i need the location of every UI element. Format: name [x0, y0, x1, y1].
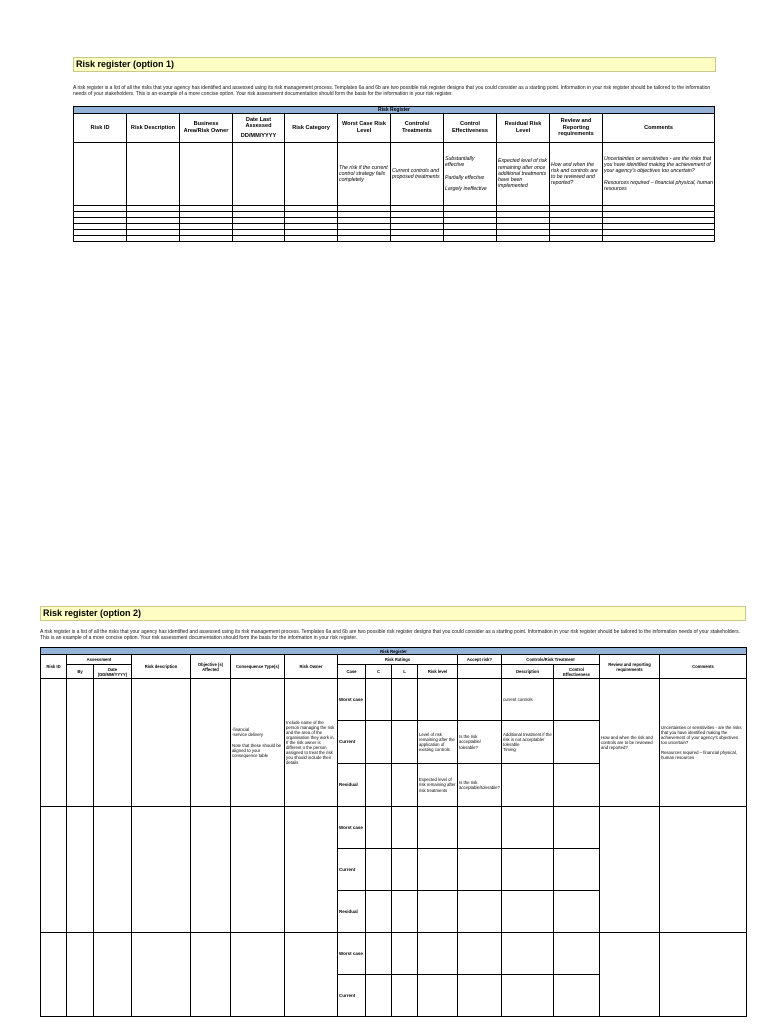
header-description: Description: [502, 665, 554, 679]
comments-uncertainties: Uncertainties or sensitivities - are the risks that you have identified making the achievement of your agency's objectives too uncertain?: [604, 155, 712, 175]
option1-title: Risk register (option 1): [73, 57, 716, 72]
register-title: Risk Register: [41, 648, 747, 655]
consequence-example[interactable]: -financial -service delivery Note that these should be aligned to your consequence table: [231, 679, 285, 807]
group2-worst-row: [41, 807, 747, 849]
case-worst: Worst case: [338, 679, 366, 721]
current-desc-example[interactable]: Additional treatment if the risk is not acceptable/ tolerable Timing: [502, 721, 554, 764]
header-date: Date (DD/MM/YYYY): [94, 665, 132, 679]
case-worst: Worst case: [338, 933, 366, 975]
controls-example[interactable]: Current controls and proposed treatments: [391, 143, 444, 206]
header-risk-level: Risk level: [418, 665, 458, 679]
cell[interactable]: [366, 764, 392, 807]
cell[interactable]: [94, 679, 132, 807]
header-comments: Comments: [603, 114, 715, 143]
cell[interactable]: [285, 143, 338, 206]
header-residual: Residual Risk Level: [497, 114, 550, 143]
register-title: Risk Register: [74, 107, 715, 114]
case-residual: Residual: [338, 891, 366, 933]
case-current: Current: [338, 849, 366, 891]
eff-partial: Partially effective: [445, 174, 485, 181]
header-accept-blank: [458, 665, 502, 679]
comments-example[interactable]: [603, 143, 715, 206]
cell[interactable]: [127, 143, 180, 206]
header-control-effectiveness: Control Effectiveness: [554, 665, 600, 679]
cell[interactable]: [74, 143, 127, 206]
header-risk-ratings: Risk Ratings: [338, 655, 458, 665]
header-business-area: Business Area/Risk Owner: [180, 114, 233, 143]
header-controls: Controls/ Treatments: [391, 114, 444, 143]
worst-case-example[interactable]: The risk if the current control strategy fails completely: [338, 143, 391, 206]
cell[interactable]: [180, 143, 233, 206]
group1-worst-row: [41, 679, 747, 721]
cell[interactable]: [554, 721, 600, 764]
group3-worst-row: [41, 933, 747, 975]
cell[interactable]: [554, 764, 600, 807]
header-control-effectiveness: Control Effectiveness: [444, 114, 497, 143]
header-risk-description: Risk description: [132, 655, 191, 679]
header-risk-owner: Risk Owner: [285, 655, 338, 679]
header-by: By: [67, 665, 94, 679]
header-accept: Accept risk?: [458, 655, 502, 665]
cell[interactable]: [554, 679, 600, 721]
review-example[interactable]: How and when the risk and controls are to be reviewed and reported?: [600, 679, 660, 807]
header-worst-case: Worst Case Risk Level: [338, 114, 391, 143]
header-consequence: Consequence Type(s): [231, 655, 285, 679]
cell[interactable]: [458, 679, 502, 721]
header-objectives: Objective (s) Affected: [191, 655, 231, 679]
current-accept-example[interactable]: Is the risk acceptable/ tolerable?: [458, 721, 502, 764]
date-format: DD/MM/YYYY: [240, 132, 277, 139]
header-date-last-assessed: [233, 114, 285, 143]
cell[interactable]: [191, 679, 231, 807]
header-case: Case: [338, 665, 366, 679]
date-label: Date Last Assessed: [245, 116, 272, 130]
comments-example[interactable]: Uncertainties or sensitivities - are the risks that you have identified making the achievement of your agency's objectives too uncertain? Resources required – financial physical, human resources: [660, 679, 747, 807]
header-risk-category: Risk Category: [285, 114, 338, 143]
residual-level-example[interactable]: Expected level of risk remaining after risk treatments: [418, 764, 458, 807]
case-residual: Residual: [338, 764, 366, 807]
cell[interactable]: [392, 721, 418, 764]
header-l: L: [392, 665, 418, 679]
current-level-example[interactable]: Level of risk remaining after the application of existing controls: [418, 721, 458, 764]
eff-largely: Largely ineffective: [445, 185, 487, 192]
risk-owner-example[interactable]: Include name of the person managing the risk and the area of the organisation they work in. If the risk owner is different o the person assigned to treat the risk you should include their details: [285, 679, 338, 807]
cell[interactable]: [366, 679, 392, 721]
cell[interactable]: [392, 764, 418, 807]
case-worst: Worst case: [338, 807, 366, 849]
header-c: C: [366, 665, 392, 679]
residual-example[interactable]: Expected level of risk remaining after once additional treatments have been implemented: [497, 143, 550, 206]
header-risk-id: Risk ID: [41, 655, 67, 679]
eff-substantial: Substantially effective: [445, 156, 475, 169]
case-current: Current: [338, 721, 366, 764]
worst-desc-example[interactable]: current controls: [502, 679, 554, 721]
header-review: Review and reporting requirements: [600, 655, 660, 679]
case-current: Current: [338, 975, 366, 1017]
option2-intro: A risk register is a list of all the risks that your agency has identified and assessed using its risk management process. Templates 6a and 6b are two possible risk register designs that you could consider as a starting point. Information in your risk register should be tailored to the information needs of your stakeholders. This is an example of a more concise option. Your risk assessment documentation should form the basis for the information in your risk register.: [40, 629, 740, 642]
cell[interactable]: [392, 679, 418, 721]
effectiveness-example[interactable]: [444, 143, 497, 206]
cell[interactable]: [233, 143, 285, 206]
option1-register-table: [73, 106, 715, 242]
option2-register-table: [40, 647, 747, 1017]
cell[interactable]: [418, 679, 458, 721]
residual-accept-example[interactable]: Is the risk acceptable/tolerable?: [458, 764, 502, 807]
header-risk-id: Risk ID: [74, 114, 127, 143]
header-comments: Comments: [660, 655, 747, 679]
cell[interactable]: [41, 679, 67, 807]
header-controls-treatment: Controls/Risk Treatment: [502, 655, 600, 665]
comments-resources: Resources required – financial physical, human resources: [604, 179, 713, 192]
cell[interactable]: [132, 679, 191, 807]
option2-title: Risk register (option 2): [40, 606, 746, 621]
header-risk-description: Risk Description: [127, 114, 180, 143]
cell[interactable]: [67, 679, 94, 807]
header-review: Review and Reporting requirements: [550, 114, 603, 143]
header-assessment: Assessment: [67, 655, 132, 665]
cell[interactable]: [366, 721, 392, 764]
cell[interactable]: [502, 764, 554, 807]
review-example[interactable]: How and when the risk and controls are to be reviewed and reported?: [550, 143, 603, 206]
option1-intro: A risk register is a list of all the risks that your agency has identified and assessed using its risk management process. Templates 6a and 6b are two possible risk register designs that you could consider as a starting point. Information in your risk register should be tailored to the information needs of your stakeholders. This is an example of a more concise option. Your risk assessment documentation should form the basis for the information in your risk register.: [73, 85, 711, 98]
blank-row: [74, 236, 715, 242]
example-row: [74, 143, 715, 206]
